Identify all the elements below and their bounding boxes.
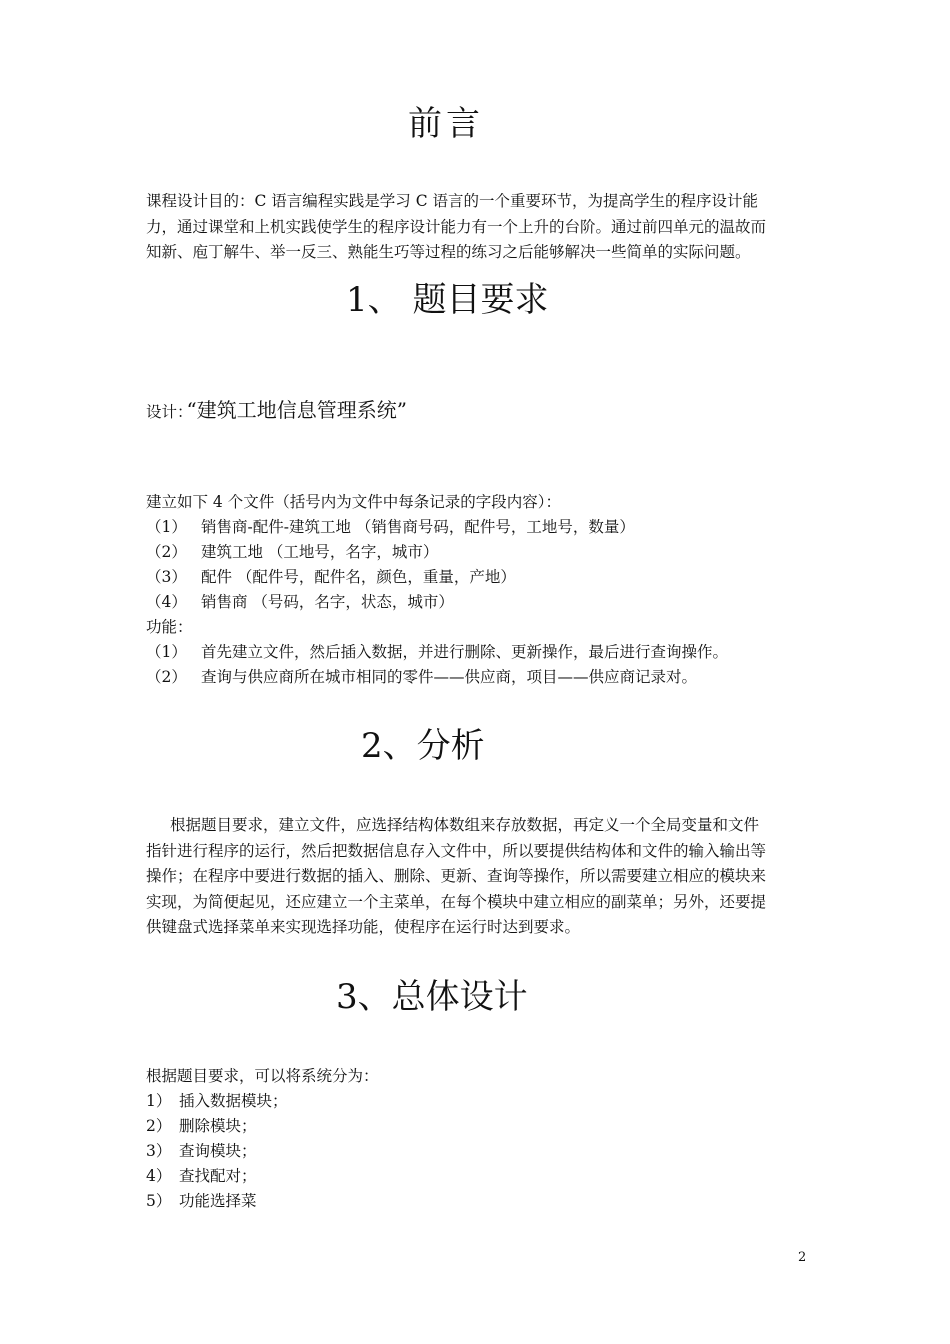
design-intro: 根据题目要求，可以将系统分为：	[146, 1067, 379, 1085]
analysis-paragraph	[146, 813, 808, 941]
file-item: （2） 建筑工地 （工地号，名字，城市）	[146, 543, 439, 561]
page-number: 2	[798, 1250, 807, 1265]
file-item: （3） 配件 （配件号，配件名，颜色，重量，产地）	[146, 568, 516, 586]
function-item: （1） 首先建立文件，然后插入数据，并进行删除、更新操作，最后进行查询操作。	[146, 643, 729, 661]
section2-title: 2、分析	[361, 726, 485, 766]
module-item: 5） 功能选择菜	[146, 1192, 257, 1210]
section1-title: 1、 题目要求	[346, 280, 549, 320]
files-block	[146, 490, 728, 690]
preface-line: 力，通过课堂和上机实践使学生的程序设计能力有一个上升的台阶。通过前四单元的温故而	[146, 217, 767, 236]
analysis-line: 供键盘式选择菜单来实现选择功能，使程序在运行时达到要求。	[146, 918, 581, 936]
preface-title: 前言	[408, 104, 484, 144]
design-title: “建筑工地信息管理系统”	[186, 398, 407, 422]
functions-label: 功能：	[146, 618, 193, 636]
file-item: （4） 销售商 （号码，名字，状态，城市）	[146, 593, 454, 611]
function-item: （2） 查询与供应商所在城市相同的零件——供应商，项目——供应商记录对。	[146, 668, 698, 686]
preface-paragraph	[146, 189, 808, 266]
design-block	[146, 1064, 379, 1214]
analysis-line: 根据题目要求，建立文件，应选择结构体数组来存放数据，再定义一个全局变量和文件	[170, 816, 760, 834]
file-item: （1） 销售商-配件-建筑工地 （销售商号码，配件号，工地号，数量）	[146, 518, 635, 536]
design-line	[146, 398, 407, 425]
preface-line: 课程设计目的：C 语言编程实践是学习 C 语言的一个重要环节，为提高学生的程序设计能	[146, 192, 759, 210]
section3-title: 3、总体设计	[336, 977, 528, 1017]
module-item: 4） 查找配对；	[146, 1167, 257, 1185]
files-intro: 建立如下 4 个文件（括号内为文件中每条记录的字段内容）：	[146, 493, 561, 511]
preface-line: 知新、庖丁解牛、举一反三、熟能生巧等过程的练习之后能够解决一些简单的实际问题。	[146, 243, 751, 261]
module-item: 1） 插入数据模块；	[146, 1092, 288, 1110]
design-prefix: 设计：	[146, 403, 193, 421]
module-item: 3） 查询模块；	[146, 1142, 257, 1160]
analysis-line: 操作；在程序中要进行数据的插入、删除、更新、查询等操作，所以需要建立相应的模块来	[146, 867, 767, 885]
analysis-line: 指针进行程序的运行，然后把数据信息存入文件中，所以要提供结构体和文件的输入输出等	[146, 841, 767, 860]
module-item: 2） 删除模块；	[146, 1117, 257, 1135]
analysis-line: 实现，为简便起见，还应建立一个主菜单，在每个模块中建立相应的副菜单；另外，还要提	[146, 892, 767, 911]
